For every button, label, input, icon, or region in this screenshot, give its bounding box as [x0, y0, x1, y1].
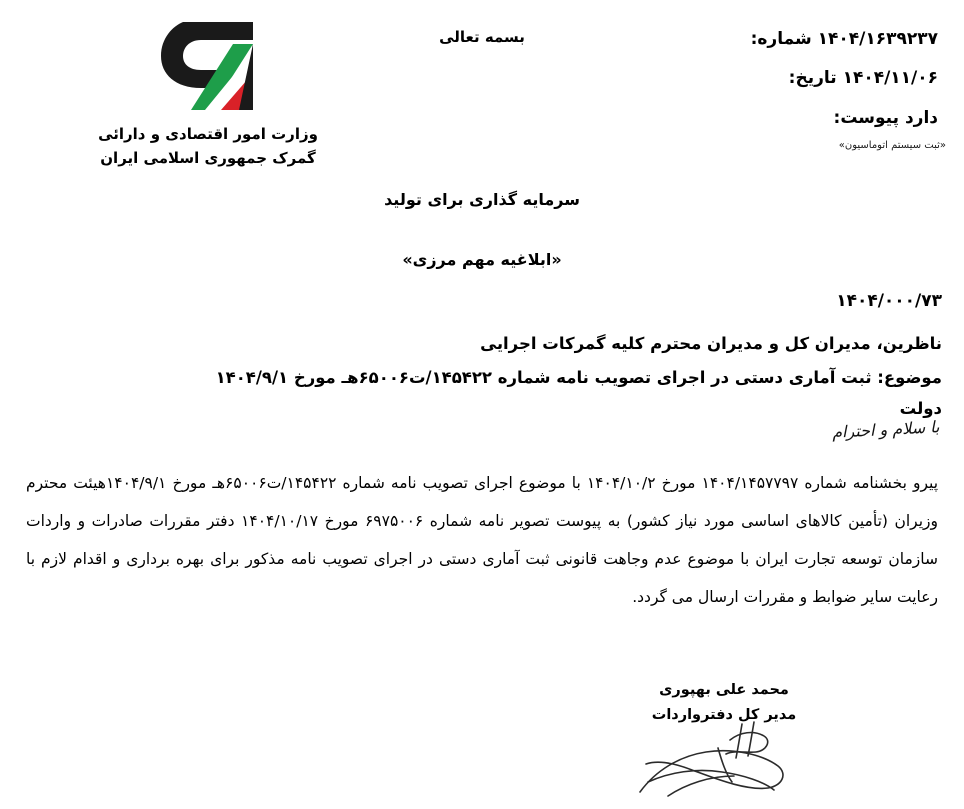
meta-row-attachment [751, 105, 946, 131]
signatory-name: محمد علی بهپوری [659, 682, 789, 698]
body-paragraph: پیرو بخشنامه شماره ۱۴۰۴/۱۴۵۷۷۹۷ مورخ ۱۴۰۴/۱۰/۲ با موضوع اجرای تصویب نامه شماره ۱۴۵۴۲۲/ت۶۵۰۰۶هـ مورخ ۱۴۰۴/۹/۱هیئت محترم وزیران (تأمین کالاهای اساسی مورد نیاز کشور) به پیوست تصویر نامه شماره ۶۹۷۵۰۰۶ مورخ ۱۴۰۴/۱۰/۱۷ دفتر مقررات صادرات و واردات سازمان توسعه تجارت ایران با موضوع عدم وجاهت قانونی ثبت آماری دستی در اجرای تصویب نامه مذکور برای بهره برداری و اقدام لازم با رعایت سایر ضوابط و مقررات ارسال می گردد. [26, 474, 939, 606]
addressee-line: ناظرین، مدیران کل و مدیران محترم کلیه گمرکات اجرایی [480, 334, 942, 353]
salutation-handwritten: با سلام و احترام [832, 417, 941, 442]
automation-system-note: «ثبت سیستم اتوماسیون» [838, 140, 946, 152]
slogan-text: سرمایه گذاری برای تولید [384, 190, 580, 209]
meta-value-attachment: دارد [904, 107, 938, 128]
signatory-title: مدیر کل دفترواردات [651, 706, 797, 723]
meta-value-date: ۱۴۰۴/۱۱/۰۶ [842, 68, 938, 89]
notice-title: «ابلاغیه مهم مرزی» [402, 250, 562, 269]
handwritten-signature-icon [622, 718, 832, 804]
organization-block [58, 18, 358, 170]
subject-line: موضوع: ثبت آماری دستی در اجرای تصویب نامه شماره ۱۴۵۴۲۲/ت۶۵۰۰۶هـ مورخ ۱۴۰۴/۹/۱ دولت [215, 368, 942, 419]
organization-line-1: وزارت امور اقتصادی و دارائی [98, 125, 318, 143]
meta-value-number: ۱۴۰۴/۱۶۳۹۲۳۷ [817, 29, 938, 49]
bismillah-text: بسمه تعالی [439, 28, 525, 46]
meta-label-date: تاریخ: [788, 68, 837, 89]
organization-line-2: گمرک جمهوری اسلامی ایران [100, 149, 316, 167]
meta-label-attachment: پیوست: [833, 107, 900, 128]
meta-label-number: شماره: [750, 29, 812, 49]
meta-row-date [751, 65, 946, 91]
iran-customs-logo-icon [155, 18, 261, 114]
document-serial-number: ۱۴۰۴/۰۰۰/۷۳ [836, 291, 942, 311]
